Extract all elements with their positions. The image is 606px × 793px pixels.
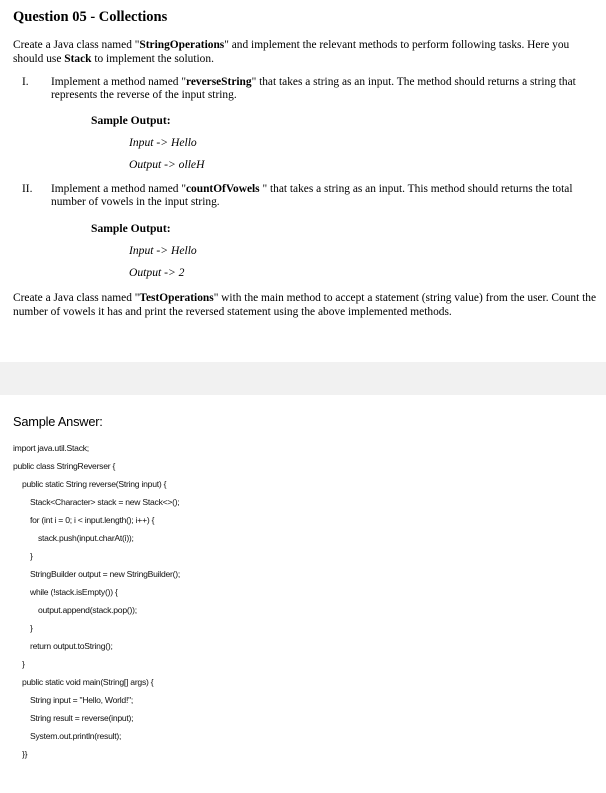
code-line: return output.toString(); — [30, 641, 113, 651]
code-line: } — [30, 623, 33, 633]
task-number: I. — [22, 76, 29, 88]
bold-term: countOfVowels — [185, 183, 260, 195]
bold-term: Stack — [64, 53, 92, 65]
code-line: while (!stack.isEmpty()) { — [30, 587, 118, 597]
code-line: String input = "Hello, World!"; — [30, 695, 134, 705]
code-line: public static void main(String[] args) { — [22, 677, 154, 687]
code-line: System.out.println(result); — [30, 731, 122, 741]
sample-output-label: Sample Output: — [91, 114, 171, 127]
code-line: import java.util.Stack; — [13, 443, 89, 453]
task-text — [51, 76, 591, 102]
sample-input-line: Input -> Hello — [129, 244, 197, 257]
sample-output-label: Sample Output: — [91, 222, 171, 235]
code-line: StringBuilder output = new StringBuilder(); — [30, 569, 180, 579]
text-run: Create a Java class named " — [13, 39, 140, 51]
text-run: Implement a method named " — [51, 76, 186, 88]
sample-input-line: Input -> Hello — [129, 136, 197, 149]
question-page — [0, 0, 606, 362]
closing-paragraph — [13, 291, 599, 319]
bold-term: TestOperations — [139, 292, 214, 304]
text-run: " that takes a string as an input. This method should returns the total number of vowels in the input string. — [51, 183, 573, 208]
code-line: Stack<Character> stack = new Stack<>(); — [30, 497, 180, 507]
task-text — [51, 183, 591, 209]
code-line: public class StringReverser { — [13, 461, 116, 471]
text-run: " that takes a string as an input. The method should returns a string that represents the reverse of the input string. — [51, 76, 576, 101]
intro-paragraph — [13, 38, 599, 66]
answer-page — [0, 395, 606, 793]
code-line: output.append(stack.pop()); — [38, 605, 137, 615]
bold-term: StringOperations — [139, 39, 225, 51]
code-line: for (int i = 0; i < input.length(); i++) { — [30, 515, 155, 525]
sample-answer-label: Sample Answer: — [13, 414, 103, 429]
sample-output-line: Output -> 2 — [129, 266, 185, 279]
code-line: public static String reverse(String input) { — [22, 479, 167, 489]
text-run: Implement a method named " — [51, 183, 186, 195]
code-line: } — [30, 551, 33, 561]
bold-term: reverseString — [185, 76, 252, 88]
text-run: Create a Java class named " — [13, 292, 140, 304]
text-run: " and implement the relevant methods to perform following tasks. Here you should use — [13, 39, 570, 65]
task-number: II. — [22, 183, 33, 195]
code-line: }} — [22, 749, 28, 759]
code-line: } — [22, 659, 25, 669]
sample-output-line: Output -> olleH — [129, 158, 205, 171]
text-run: " with the main method to accept a statement (string value) from the user. Count the number of vowels it has and print the reversed statement using the above implemented methods. — [13, 292, 597, 318]
page-separator — [0, 362, 606, 395]
question-title: Question 05 - Collections — [13, 9, 168, 25]
code-line: stack.push(input.charAt(i)); — [38, 533, 134, 543]
code-line: String result = reverse(input); — [30, 713, 134, 723]
text-run: to implement the solution. — [91, 53, 214, 65]
